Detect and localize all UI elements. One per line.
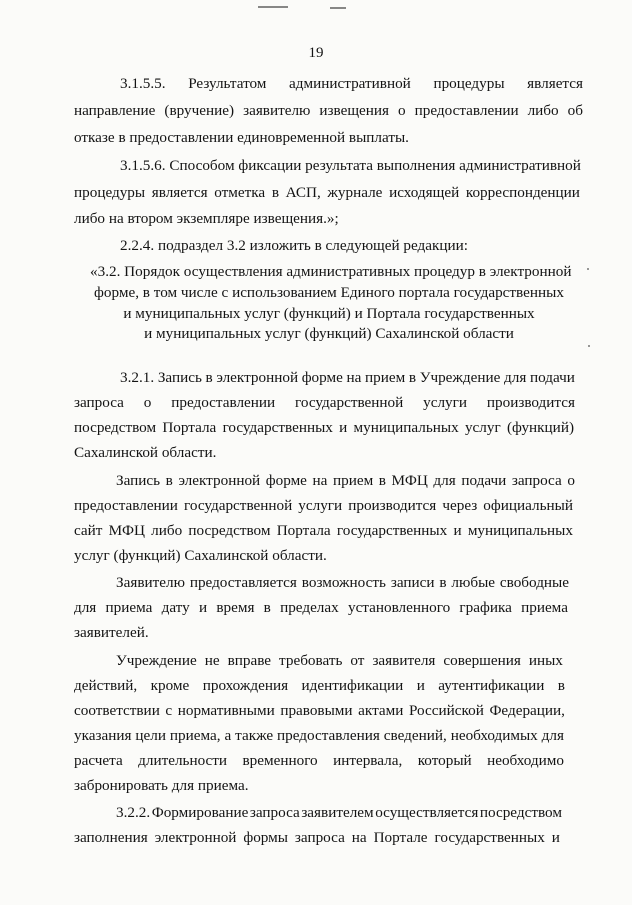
- word: с: [165, 702, 173, 719]
- page-number: 19: [308, 45, 324, 61]
- word: процедуры: [433, 75, 505, 92]
- word: Учреждение: [419, 369, 501, 386]
- word: Федерации,: [489, 702, 565, 719]
- word: в: [263, 599, 271, 616]
- word: муниципальных: [467, 522, 573, 539]
- section-heading-line: и муниципальных услуг (функций) и Портала государственных: [123, 305, 535, 322]
- word: действий,: [74, 677, 138, 694]
- word: заполнения: [74, 829, 148, 846]
- word: услуги: [298, 497, 343, 514]
- word: и: [339, 419, 348, 436]
- text-line: 2.2.4. подраздел 3.2 изложить в следующей редакции:: [120, 237, 469, 254]
- word: Результатом: [188, 75, 267, 92]
- word: (функций): [506, 419, 574, 436]
- word: запроса: [511, 472, 562, 489]
- word: форме: [301, 369, 343, 386]
- text-line: отказе в предоставлении единовременной выплаты.: [74, 129, 409, 146]
- text-line: [74, 521, 573, 540]
- word: МФЦ: [108, 522, 145, 539]
- word: о: [567, 472, 575, 489]
- word: Российской: [408, 702, 484, 719]
- word: Портале: [373, 829, 428, 846]
- word: государственной: [295, 394, 404, 411]
- text-line: [74, 393, 575, 412]
- word: является: [527, 75, 583, 92]
- word: муниципальных: [353, 419, 459, 436]
- word: корреспонденции: [465, 184, 580, 201]
- word: в: [205, 369, 213, 386]
- word: о: [143, 394, 152, 411]
- word: идентификации: [301, 677, 404, 694]
- word: пределах: [280, 599, 339, 616]
- scan-speck: [588, 345, 590, 347]
- word: посредством: [74, 419, 157, 436]
- word: для: [74, 599, 97, 616]
- word: услуги: [423, 394, 468, 411]
- word: направление: [74, 102, 156, 119]
- word: услуг: [464, 419, 501, 436]
- word: заявителя: [372, 652, 436, 669]
- word: в: [408, 369, 417, 386]
- word: не: [204, 652, 220, 669]
- text-line: 3.1.5.6. Способом фиксации результата выполнения административной: [120, 157, 581, 174]
- word: через: [442, 497, 478, 514]
- section-heading-line: и муниципальных услуг (функций) Сахалинской области: [144, 325, 514, 342]
- word: любые: [451, 574, 496, 591]
- word: свободные: [499, 574, 569, 591]
- word: графика: [459, 599, 512, 616]
- word: официальный: [483, 497, 573, 514]
- word: установленного: [347, 599, 451, 616]
- word: также: [235, 727, 274, 744]
- word: отметка: [214, 184, 266, 201]
- section-heading-line: форме, в том числе с использованием Единого портала государственных: [94, 284, 564, 301]
- word: в: [378, 472, 386, 489]
- word: запроса: [249, 804, 300, 821]
- word: предоставлении: [74, 497, 178, 514]
- word: государственных: [336, 522, 448, 539]
- word: производится: [348, 497, 437, 514]
- word: извещения: [319, 102, 390, 119]
- word: Запись: [116, 472, 161, 489]
- word: заявителем: [301, 804, 374, 821]
- word: необходимых: [450, 727, 538, 744]
- text-line: заявителей.: [74, 624, 149, 641]
- word: в: [165, 472, 173, 489]
- word: административной: [289, 75, 411, 92]
- word: цели: [135, 727, 166, 744]
- word: возможность: [301, 574, 386, 591]
- word: прием: [332, 472, 374, 489]
- word: необходимо: [487, 752, 564, 769]
- text-line: [74, 726, 564, 745]
- word: 3.2.1.: [120, 369, 155, 386]
- word: в: [271, 184, 279, 201]
- word: время: [216, 599, 255, 616]
- word: сведений,: [383, 727, 447, 744]
- word: который: [417, 752, 472, 769]
- word: подачи: [461, 472, 507, 489]
- word: журнале: [327, 184, 383, 201]
- word: прием: [365, 369, 406, 386]
- word: 3.1.5.5.: [120, 75, 166, 92]
- text-line: услуг (функций) Сахалинской области.: [74, 547, 327, 564]
- word: предоставлении: [414, 102, 519, 119]
- word: Портала: [276, 522, 331, 539]
- scan-mark: [258, 6, 288, 8]
- word: иных: [528, 652, 563, 669]
- section-heading-line: «3.2. Порядок осуществления административных процедур в электронной: [90, 263, 572, 280]
- word: процедуры: [74, 184, 146, 201]
- word: аутентификации: [438, 677, 545, 694]
- word: расчета: [74, 752, 123, 769]
- word: для: [541, 727, 564, 744]
- word: на: [312, 472, 328, 489]
- word: кроме: [150, 677, 190, 694]
- word: от: [350, 652, 365, 669]
- word: 3.2.2.: [116, 804, 151, 821]
- word: Запись: [157, 369, 202, 386]
- word: является: [151, 184, 208, 201]
- word: записи: [390, 574, 435, 591]
- word: приема: [105, 599, 153, 616]
- word: посредством: [188, 522, 271, 539]
- word: на: [351, 829, 367, 846]
- text-line: [74, 598, 568, 617]
- word: совершения: [443, 652, 521, 669]
- text-line: [74, 101, 583, 120]
- word: о: [398, 102, 406, 119]
- word: сайт: [74, 522, 103, 539]
- text-line: [74, 183, 580, 202]
- text-line: [74, 418, 574, 437]
- word: осуществляется: [375, 804, 479, 821]
- word: приема,: [169, 727, 221, 744]
- word: требовать: [279, 652, 343, 669]
- text-line: [116, 803, 562, 822]
- text-line: [74, 496, 573, 515]
- text-line: забронировать для приема.: [74, 777, 249, 794]
- word: государственной: [184, 497, 293, 514]
- word: предоставления: [277, 727, 380, 744]
- word: временного: [242, 752, 318, 769]
- word: об: [567, 102, 583, 119]
- text-line: [74, 828, 560, 847]
- text-line: [116, 573, 569, 592]
- word: Заявителю: [116, 574, 185, 591]
- word: запроса: [74, 394, 124, 411]
- word: и: [198, 599, 208, 616]
- word: на: [346, 369, 362, 386]
- word: (вручение): [164, 102, 235, 119]
- word: и: [416, 677, 425, 694]
- word: форме: [265, 472, 307, 489]
- word: формы: [243, 829, 288, 846]
- word: исходящей: [389, 184, 460, 201]
- word: дату: [161, 599, 190, 616]
- word: в: [557, 677, 565, 694]
- word: посредством: [479, 804, 562, 821]
- word: либо: [527, 102, 559, 119]
- text-line: [74, 701, 565, 720]
- text-line: [116, 471, 575, 490]
- word: нормативными: [177, 702, 275, 719]
- word: предоставлении: [171, 394, 276, 411]
- word: для: [504, 369, 527, 386]
- word: а: [224, 727, 232, 744]
- word: АСП,: [285, 184, 321, 201]
- word: Учреждение: [116, 652, 197, 669]
- word: электронной: [154, 829, 237, 846]
- text-line: Сахалинской области.: [74, 444, 217, 461]
- word: для: [433, 472, 456, 489]
- word: электронной: [216, 369, 299, 386]
- word: длительности: [138, 752, 228, 769]
- word: заявителю: [243, 102, 311, 119]
- word: и: [551, 829, 560, 846]
- word: правовыми: [280, 702, 353, 719]
- text-line: [120, 74, 583, 93]
- text-line: [116, 651, 563, 670]
- text-line: [74, 751, 564, 770]
- word: МФЦ: [391, 472, 428, 489]
- word: актами: [358, 702, 404, 719]
- word: в: [439, 574, 447, 591]
- word: приема: [521, 599, 568, 616]
- word: либо: [151, 522, 183, 539]
- word: соответствии: [74, 702, 160, 719]
- word: предоставляется: [189, 574, 297, 591]
- scan-speck: [587, 268, 589, 270]
- text-line: либо на втором экземпляре извещения.»;: [74, 210, 339, 227]
- word: указания: [74, 727, 132, 744]
- scan-mark: [330, 7, 346, 9]
- word: государственных: [434, 829, 545, 846]
- word: производится: [486, 394, 575, 411]
- word: электронной: [178, 472, 261, 489]
- text-line: [120, 368, 575, 387]
- word: Формирование: [151, 804, 249, 821]
- text-line: [74, 676, 565, 695]
- word: вправе: [227, 652, 272, 669]
- word: запроса: [294, 829, 345, 846]
- word: государственных: [222, 419, 333, 436]
- word: Портала: [162, 419, 217, 436]
- word: и: [453, 522, 462, 539]
- word: интервала,: [333, 752, 403, 769]
- word: подачи: [529, 369, 575, 386]
- word: прохождения: [202, 677, 289, 694]
